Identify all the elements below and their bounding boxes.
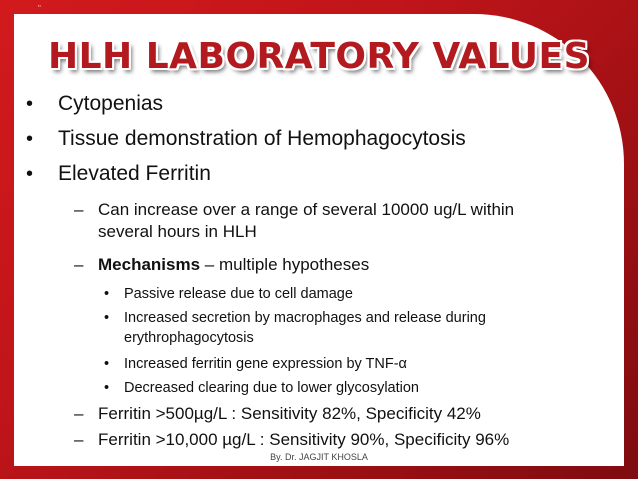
sub-bullet-text	[98, 254, 554, 276]
sub-dash: –	[74, 430, 84, 449]
bullet-dot: •	[26, 163, 34, 185]
bullet-dot: •	[26, 93, 34, 115]
mechanism-text: Passive release due to cell damage	[124, 286, 353, 302]
corner-mark: "	[38, 4, 41, 13]
sub-bullet-increase	[74, 199, 554, 243]
mechanisms-label: Mechanisms	[98, 255, 201, 274]
sub-bullet-text: Ferritin >10,000 µg/L : Sensitivity 90%, Specificity 96%	[98, 430, 510, 449]
mechanisms-rest: – multiple hypotheses	[200, 255, 370, 274]
bullet-dot: •	[26, 128, 34, 150]
bullet-cytopenias	[26, 92, 163, 116]
sub-dash: –	[74, 200, 84, 219]
bullet-text: Elevated Ferritin	[58, 162, 211, 185]
sub-bullet-text: Ferritin >500µg/L : Sensitivity 82%, Specificity 42%	[98, 404, 481, 423]
point-dot: •	[104, 356, 110, 372]
sub-dash: –	[74, 255, 84, 274]
sub-bullet-threshold-500	[74, 403, 594, 425]
mechanism-point	[104, 354, 534, 374]
bullet-elevated-ferritin	[26, 162, 211, 186]
point-dot: •	[104, 286, 110, 302]
mechanism-point	[104, 378, 534, 398]
sub-bullet-threshold-10000	[74, 429, 594, 451]
bullet-text: Tissue demonstration of Hemophagocytosis	[58, 127, 466, 150]
sub-dash: –	[74, 404, 84, 423]
mechanism-point	[104, 284, 534, 304]
point-dot: •	[104, 310, 110, 326]
point-dot: •	[104, 380, 110, 396]
sub-bullet-text: Can increase over a range of several 10000 ug/L within several hours in HLH	[98, 200, 515, 241]
sub-bullet-mechanisms	[74, 254, 554, 276]
bullet-text: Cytopenias	[58, 92, 164, 115]
footer-credit: By. Dr. JAGJIT KHOSLA	[270, 452, 368, 462]
mechanism-text: Increased ferritin gene expression by TNF-α	[124, 356, 407, 372]
mechanism-text: Increased secretion by macrophages and release during erythrophagocytosis	[124, 310, 486, 346]
mechanism-point	[104, 308, 534, 348]
slide-title: HLH LABORATORY VALUES	[47, 36, 591, 77]
bullet-tissue-demonstration	[26, 127, 466, 151]
mechanism-text: Decreased clearing due to lower glycosylation	[124, 380, 419, 396]
